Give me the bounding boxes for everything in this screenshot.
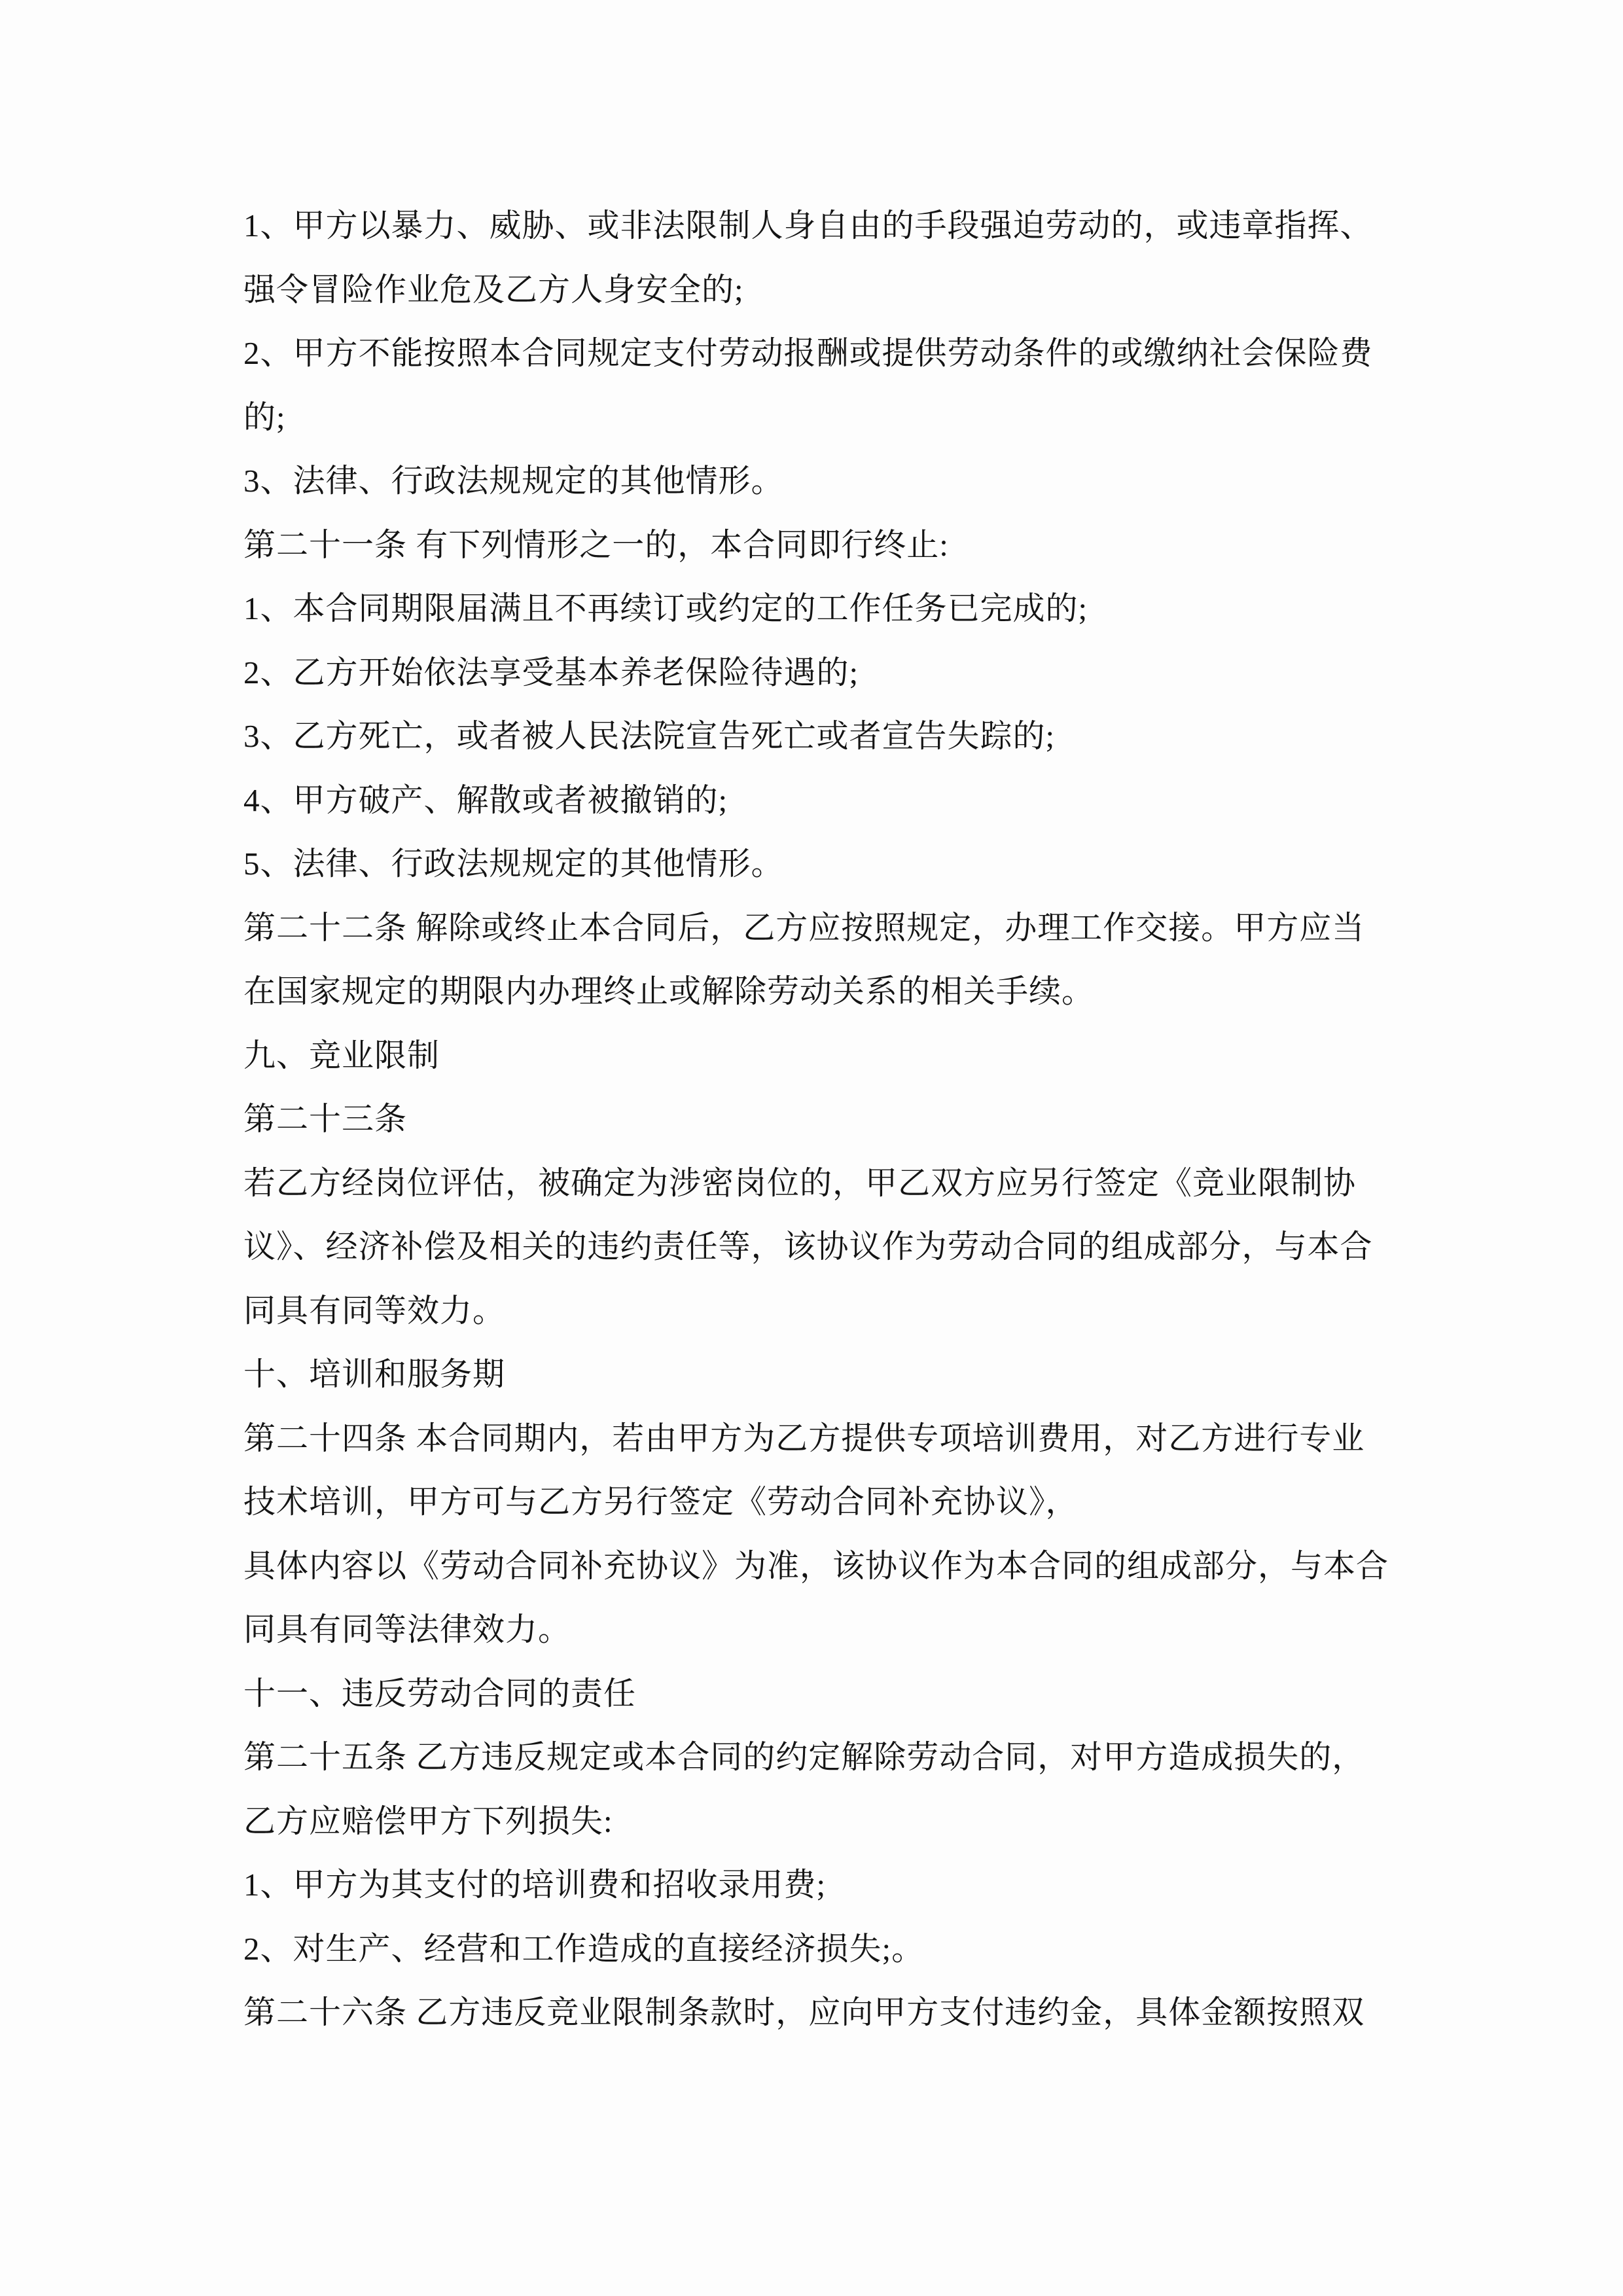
text-line: 第二十三条	[243, 1101, 408, 1137]
text-line: 同具有同等法律效力。	[243, 1611, 571, 1647]
text-line: 十一、违反劳动合同的责任	[243, 1675, 637, 1712]
text-line: 2、甲方不能按照本合同规定支付劳动报酬或提供劳动条件的或缴纳社会保险费	[243, 335, 1373, 371]
text-line: 十、培训和服务期	[243, 1356, 506, 1392]
text-line: 议》、经济补偿及相关的违约责任等，该协议作为劳动合同的组成部分，与本合	[243, 1229, 1373, 1265]
text-line: 强令冒险作业危及乙方人身安全的;	[243, 271, 744, 308]
text-line: 4、甲方破产、解散或者被撤销的;	[243, 781, 728, 818]
text-line: 1、甲方以暴力、威胁、或非法限制人身自由的手段强迫劳动的，或违章指挥、	[243, 207, 1373, 243]
text-line: 5、法律、行政法规规定的其他情形。	[243, 846, 784, 882]
text-line: 3、乙方死亡，或者被人民法院宣告死亡或者宣告失踪的;	[243, 718, 1056, 754]
text-line: 3、法律、行政法规规定的其他情形。	[243, 463, 784, 499]
text-line: 第二十五条 乙方违反规定或本合同的约定解除劳动合同，对甲方造成损失的，	[243, 1739, 1365, 1775]
text-line: 2、对生产、经营和工作造成的直接经济损失;。	[243, 1930, 925, 1967]
text-line: 同具有同等效力。	[243, 1292, 506, 1329]
text-line: 技术培训，甲方可与乙方另行签定《劳动合同补充协议》，	[243, 1484, 1079, 1520]
text-line: 第二十二条 解除或终止本合同后，乙方应按照规定，办理工作交接。甲方应当	[243, 909, 1365, 946]
text-line: 九、竞业限制	[243, 1037, 440, 1073]
text-line: 2、乙方开始依法享受基本养老保险待遇的;	[243, 654, 859, 691]
text-line: 在国家规定的期限内办理终止或解除劳动关系的相关手续。	[243, 973, 1095, 1009]
text-line: 1、本合同期限届满且不再续订或约定的工作任务已完成的;	[243, 590, 1088, 626]
contract-text-block	[243, 194, 1387, 2045]
text-line: 第二十六条 乙方违反竞业限制条款时，应向甲方支付违约金，具体金额按照双	[243, 1994, 1365, 2030]
text-line: 第二十一条 有下列情形之一的，本合同即行终止:	[243, 526, 949, 563]
text-line: 的;	[243, 399, 286, 435]
text-line: 第二十四条 本合同期内，若由甲方为乙方提供专项培训费用，对乙方进行专业	[243, 1420, 1365, 1456]
text-line: 1、甲方为其支付的培训费和招收录用费;	[243, 1867, 827, 1903]
text-line: 具体内容以《劳动合同补充协议》为准，该协议作为本合同的组成部分，与本合	[243, 1547, 1389, 1584]
text-line: 若乙方经岗位评估，被确定为涉密岗位的，甲乙双方应另行签定《竞业限制协	[243, 1164, 1357, 1201]
text-line: 乙方应赔偿甲方下列损失:	[243, 1803, 613, 1839]
